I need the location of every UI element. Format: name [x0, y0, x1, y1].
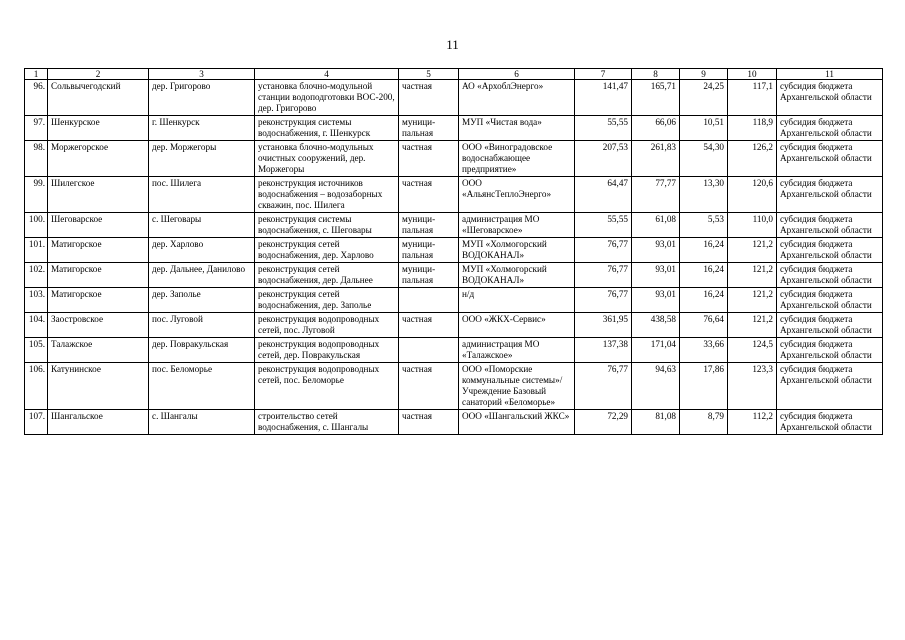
column-header: 8 — [632, 69, 680, 80]
value-col9: 5,53 — [680, 213, 728, 238]
table-row — [25, 263, 883, 288]
value-col10: 120,6 — [728, 177, 777, 213]
value-col8: 165,71 — [632, 80, 680, 116]
municipality: Матигорское — [48, 288, 149, 313]
funding-source: субсидия бюджета Архангельской области — [777, 80, 883, 116]
value-col7: 55,55 — [575, 116, 632, 141]
column-header: 6 — [459, 69, 575, 80]
funding-source: субсидия бюджета Архангельской области — [777, 213, 883, 238]
organization: н/д — [459, 288, 575, 313]
row-number: 98. — [25, 141, 48, 177]
work-description: реконструкция водопроводных сетей, пос. Беломорье — [255, 363, 399, 410]
table-row — [25, 177, 883, 213]
value-col7: 76,77 — [575, 288, 632, 313]
value-col10: 110,0 — [728, 213, 777, 238]
value-col9: 13,30 — [680, 177, 728, 213]
funding-source: субсидия бюджета Архангельской области — [777, 288, 883, 313]
value-col9: 54,30 — [680, 141, 728, 177]
row-number: 101. — [25, 238, 48, 263]
value-col9: 10,51 — [680, 116, 728, 141]
table-row — [25, 288, 883, 313]
settlement: с. Шангалы — [149, 410, 255, 435]
organization: ООО «Поморские коммунальные системы»/Учреждение Базовый санаторий «Беломорье» — [459, 363, 575, 410]
ownership: муници-пальная — [399, 238, 459, 263]
row-number: 100. — [25, 213, 48, 238]
organization: ООО «АльянсТеплоЭнерго» — [459, 177, 575, 213]
organization: МУП «Холмогорский ВОДОКАНАЛ» — [459, 238, 575, 263]
ownership: муници-пальная — [399, 213, 459, 238]
work-description: реконструкция сетей водоснабжения, дер. Дальнее — [255, 263, 399, 288]
header-row — [25, 69, 883, 80]
column-header: 9 — [680, 69, 728, 80]
funding-source: субсидия бюджета Архангельской области — [777, 177, 883, 213]
value-col7: 64,47 — [575, 177, 632, 213]
ownership: частная — [399, 410, 459, 435]
value-col9: 76,64 — [680, 313, 728, 338]
column-header: 3 — [149, 69, 255, 80]
data-table — [24, 68, 883, 435]
table-row — [25, 313, 883, 338]
ownership: частная — [399, 80, 459, 116]
table-body — [25, 80, 883, 435]
value-col7: 141,47 — [575, 80, 632, 116]
work-description: реконструкция источников водоснабжения – водозаборных скважин, пос. Шилега — [255, 177, 399, 213]
value-col10: 121,2 — [728, 238, 777, 263]
page-number: 11 — [446, 37, 459, 52]
row-number: 107. — [25, 410, 48, 435]
ownership: частная — [399, 141, 459, 177]
funding-source: субсидия бюджета Архангельской области — [777, 263, 883, 288]
value-col8: 171,04 — [632, 338, 680, 363]
organization: ООО «Шангальский ЖКС» — [459, 410, 575, 435]
work-description: реконструкция сетей водоснабжения, дер. Харлово — [255, 238, 399, 263]
funding-source: субсидия бюджета Архангельской области — [777, 238, 883, 263]
value-col10: 123,3 — [728, 363, 777, 410]
value-col9: 16,24 — [680, 238, 728, 263]
value-col8: 61,08 — [632, 213, 680, 238]
work-description: строительство сетей водоснабжения, с. Шангалы — [255, 410, 399, 435]
municipality: Сольвычегодский — [48, 80, 149, 116]
funding-source: субсидия бюджета Архангельской области — [777, 116, 883, 141]
row-number: 96. — [25, 80, 48, 116]
value-col9: 17,86 — [680, 363, 728, 410]
value-col10: 126,2 — [728, 141, 777, 177]
work-description: реконструкция водопроводных сетей, пос. Луговой — [255, 313, 399, 338]
value-col9: 8,79 — [680, 410, 728, 435]
row-number: 105. — [25, 338, 48, 363]
column-header: 10 — [728, 69, 777, 80]
table-row — [25, 363, 883, 410]
value-col8: 94,63 — [632, 363, 680, 410]
organization: ООО «Виноградовское водоснабжающее предприятие» — [459, 141, 575, 177]
value-col10: 117,1 — [728, 80, 777, 116]
row-number: 103. — [25, 288, 48, 313]
settlement: дер. Заполье — [149, 288, 255, 313]
settlement: дер. Моржегоры — [149, 141, 255, 177]
municipality: Матигорское — [48, 238, 149, 263]
municipality: Катунинское — [48, 363, 149, 410]
row-number: 104. — [25, 313, 48, 338]
organization: администрация МО «Талажское» — [459, 338, 575, 363]
ownership: муници-пальная — [399, 263, 459, 288]
municipality: Шенкурское — [48, 116, 149, 141]
value-col7: 76,77 — [575, 238, 632, 263]
value-col7: 76,77 — [575, 263, 632, 288]
value-col7: 361,95 — [575, 313, 632, 338]
work-description: реконструкция системы водоснабжения, г. Шенкурск — [255, 116, 399, 141]
value-col7: 55,55 — [575, 213, 632, 238]
organization: администрация МО «Шеговарское» — [459, 213, 575, 238]
column-header: 11 — [777, 69, 883, 80]
organization: МУП «Чистая вода» — [459, 116, 575, 141]
ownership: частная — [399, 363, 459, 410]
value-col7: 207,53 — [575, 141, 632, 177]
row-number: 99. — [25, 177, 48, 213]
organization: ООО «ЖКХ-Сервис» — [459, 313, 575, 338]
table-row — [25, 410, 883, 435]
work-description: реконструкция системы водоснабжения, с. Шеговары — [255, 213, 399, 238]
work-description: реконструкция сетей водоснабжения, дер. Заполье — [255, 288, 399, 313]
settlement: дер. Повракульская — [149, 338, 255, 363]
table-row — [25, 338, 883, 363]
funding-source: субсидия бюджета Архангельской области — [777, 313, 883, 338]
municipality: Заостровское — [48, 313, 149, 338]
value-col9: 24,25 — [680, 80, 728, 116]
work-description: реконструкция водопроводных сетей, дер. Повракульская — [255, 338, 399, 363]
settlement: пос. Луговой — [149, 313, 255, 338]
value-col7: 76,77 — [575, 363, 632, 410]
value-col9: 33,66 — [680, 338, 728, 363]
ownership — [399, 338, 459, 363]
value-col8: 77,77 — [632, 177, 680, 213]
table-row — [25, 141, 883, 177]
work-description: установка блочно-модульных очистных сооружений, дер. Моржегоры — [255, 141, 399, 177]
funding-source: субсидия бюджета Архангельской области — [777, 141, 883, 177]
ownership: частная — [399, 313, 459, 338]
value-col10: 121,2 — [728, 263, 777, 288]
municipality: Моржегорское — [48, 141, 149, 177]
municipality: Талажское — [48, 338, 149, 363]
work-description: установка блочно-модульной станции водоподготовки ВОС-200, дер. Григорово — [255, 80, 399, 116]
value-col8: 93,01 — [632, 238, 680, 263]
ownership: муници-пальная — [399, 116, 459, 141]
table-row — [25, 116, 883, 141]
value-col10: 112,2 — [728, 410, 777, 435]
row-number: 106. — [25, 363, 48, 410]
column-header: 5 — [399, 69, 459, 80]
municipality: Шеговарское — [48, 213, 149, 238]
ownership: частная — [399, 177, 459, 213]
municipality: Шангальское — [48, 410, 149, 435]
value-col10: 121,2 — [728, 313, 777, 338]
organization: МУП «Холмогорский ВОДОКАНАЛ» — [459, 263, 575, 288]
value-col8: 93,01 — [632, 263, 680, 288]
table-row — [25, 80, 883, 116]
value-col9: 16,24 — [680, 263, 728, 288]
ownership — [399, 288, 459, 313]
funding-source: субсидия бюджета Архангельской области — [777, 410, 883, 435]
value-col10: 124,5 — [728, 338, 777, 363]
settlement: пос. Беломорье — [149, 363, 255, 410]
row-number: 97. — [25, 116, 48, 141]
value-col10: 118,9 — [728, 116, 777, 141]
row-number: 102. — [25, 263, 48, 288]
settlement: пос. Шилега — [149, 177, 255, 213]
settlement: дер. Харлово — [149, 238, 255, 263]
value-col8: 93,01 — [632, 288, 680, 313]
value-col9: 16,24 — [680, 288, 728, 313]
value-col10: 121,2 — [728, 288, 777, 313]
table-row — [25, 238, 883, 263]
settlement: г. Шенкурск — [149, 116, 255, 141]
funding-source: субсидия бюджета Архангельской области — [777, 338, 883, 363]
settlement: дер. Дальнее, Данилово — [149, 263, 255, 288]
value-col8: 261,83 — [632, 141, 680, 177]
organization: АО «АрхоблЭнерго» — [459, 80, 575, 116]
funding-source: субсидия бюджета Архангельской области — [777, 363, 883, 410]
column-header: 1 — [25, 69, 48, 80]
municipality: Матигорское — [48, 263, 149, 288]
value-col8: 66,06 — [632, 116, 680, 141]
column-header: 2 — [48, 69, 149, 80]
value-col8: 81,08 — [632, 410, 680, 435]
municipality: Шилегское — [48, 177, 149, 213]
settlement: дер. Григорово — [149, 80, 255, 116]
value-col8: 438,58 — [632, 313, 680, 338]
column-header: 4 — [255, 69, 399, 80]
settlement: с. Шеговары — [149, 213, 255, 238]
value-col7: 72,29 — [575, 410, 632, 435]
column-header: 7 — [575, 69, 632, 80]
table-row — [25, 213, 883, 238]
value-col7: 137,38 — [575, 338, 632, 363]
